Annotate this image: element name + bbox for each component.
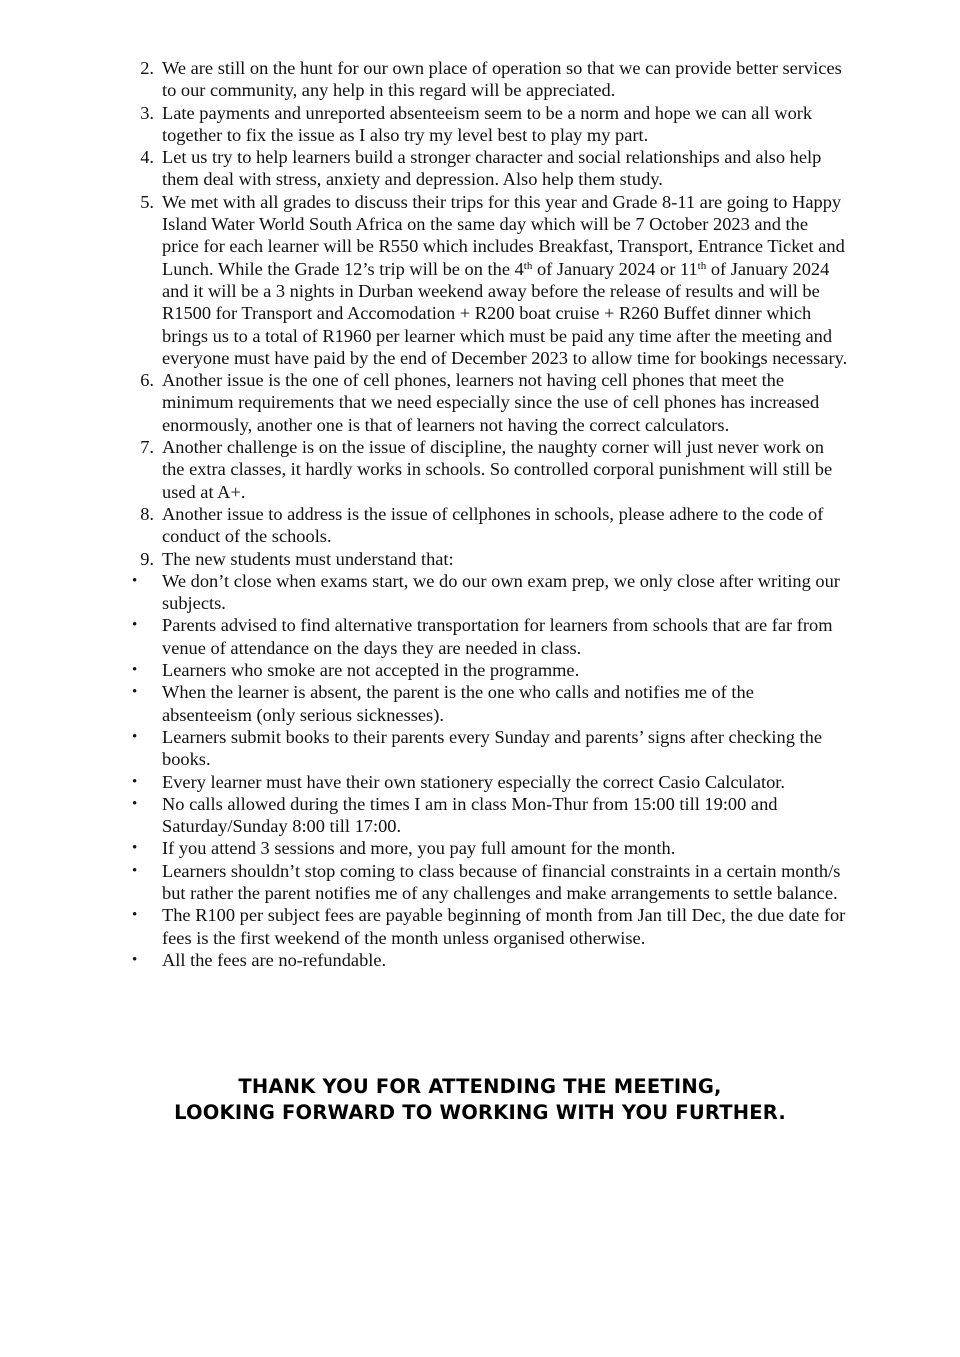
bullet-item — [128, 904, 848, 949]
item-text-part: We met with all grades to discuss their trips for this year and Grade 8-11 are going to Happy Island Water World South Africa on the same day which will be 7 October 2023 and the price for each learner will be R550 which includes Breakfast, Transport, Entrance Ticket and Lunch. While the Grade 12’s trip will be on the 4 — [162, 191, 845, 279]
bullet-item — [128, 570, 848, 615]
bullet-text: The R100 per subject fees are payable beginning of month from Jan till Dec, the due date for fees is the first weekend of the month unless organised otherwise. — [162, 905, 846, 948]
bullet-icon: • — [132, 862, 138, 879]
ordinal-suffix: th — [697, 259, 707, 272]
ordinal-suffix: th — [523, 259, 533, 272]
bullet-icon: • — [132, 572, 138, 589]
item-text: Another issue is the one of cell phones, learners not having cell phones that meet the minimum requirements that we need especially since the use of cell phones has increased enormously, another one is that of learners not having the correct calculators. — [162, 370, 820, 435]
item-text: Another issue to address is the issue of cellphones in schools, please adhere to the code of conduct of the schools. — [162, 503, 824, 547]
item-number: 2. — [140, 58, 154, 78]
bullet-text: Parents advised to find alternative transportation for learners from schools that are far from venue of attendance on the days they are needed in class. — [162, 615, 833, 658]
meeting-notes-list — [128, 57, 848, 971]
item-text: Late payments and unreported absenteeism seem to be a norm and hope we can all work together to fix the issue as I also try my level best to play my part. — [162, 102, 813, 145]
bullet-icon: • — [132, 684, 138, 701]
bullet-icon: • — [132, 907, 138, 924]
item-number: 8. — [140, 503, 154, 524]
bullet-item — [128, 837, 848, 859]
item-text: The new students must understand that: — [162, 548, 454, 569]
bullet-icon: • — [132, 840, 138, 857]
numbered-item-9 — [128, 548, 848, 570]
item-number: 3. — [140, 102, 154, 123]
closing-message — [0, 1074, 960, 1126]
item-text: Let us try to help learners build a stronger character and social relationships and also help them deal with stress, anxiety and depression. Also help them study. — [162, 147, 822, 190]
item-text — [162, 192, 847, 368]
item-text: Another challenge is on the issue of discipline, the naughty corner will just never work on the extra classes, it hardly works in schools. So controlled corporal punishment will still be used at A+. — [162, 437, 833, 502]
item-text-part: of January 2024 and it will be a 3 nights in Durban weekend away before the release of results and will be R1500 for Transport and Accomodation + R200 boat cruise + R260 Buffet dinner which brings us to a total of R1960 per learner which must be paid any time after the meeting and everyone must have paid by the end of December 2023 to allow time for bookings necessary. — [162, 258, 848, 368]
numbered-item-5 — [128, 191, 848, 369]
bullet-item — [128, 659, 848, 681]
bullet-text: Learners submit books to their parents every Sunday and parents’ signs after checking the books. — [162, 726, 822, 770]
item-number: 6. — [140, 370, 154, 391]
bullet-icon: • — [132, 951, 138, 968]
numbered-item-6 — [128, 369, 848, 436]
bullet-text: When the learner is absent, the parent is the one who calls and notifies me of the absenteeism (only serious sicknesses). — [162, 682, 754, 725]
bullet-icon: • — [132, 728, 138, 745]
bullet-text: No calls allowed during the times I am in class Mon-Thur from 15:00 till 19:00 and Saturday/Sunday 8:00 till 17:00. — [162, 793, 778, 837]
bullet-text: Learners shouldn’t stop coming to class because of financial constraints in a certain month/s but rather the parent notifies me of any challenges and make arrangements to settle balance. — [162, 860, 841, 903]
closing-line-2: LOOKING FORWARD TO WORKING WITH YOU FURTHER. — [174, 1101, 786, 1124]
bullet-text: Every learner must have their own stationery especially the correct Casio Calculator. — [162, 771, 786, 792]
numbered-item-7 — [128, 436, 848, 503]
bullet-item — [128, 793, 848, 838]
item-number: 4. — [140, 147, 154, 168]
bullet-item — [128, 771, 848, 793]
bullet-icon: • — [132, 617, 138, 634]
bullet-icon: • — [132, 795, 138, 812]
bullet-item — [128, 949, 848, 971]
bullet-item — [128, 681, 848, 726]
bullet-icon: • — [132, 662, 138, 679]
numbered-item-2 — [128, 57, 848, 102]
item-text-part: of January 2024 or 11 — [532, 258, 698, 279]
numbered-item-8 — [128, 503, 848, 548]
item-number: 7. — [140, 437, 154, 458]
bullet-text: We don’t close when exams start, we do our own exam prep, we only close after writing our subjects. — [162, 570, 840, 614]
bullet-item — [128, 614, 848, 659]
item-number: 9. — [140, 548, 154, 569]
item-number: 5. — [140, 191, 154, 212]
numbered-item-4 — [128, 146, 848, 191]
closing-line-1: THANK YOU FOR ATTENDING THE MEETING, — [238, 1075, 722, 1098]
item-text: We are still on the hunt for our own place of operation so that we can provide better services to our community, any help in this regard will be appreciated. — [162, 58, 842, 101]
bullet-item — [128, 726, 848, 771]
numbered-item-3 — [128, 102, 848, 147]
bullet-text: If you attend 3 sessions and more, you pay full amount for the month. — [162, 838, 676, 859]
bullet-icon: • — [132, 773, 138, 790]
bullet-text: All the fees are no-refundable. — [162, 949, 387, 970]
bullet-text: Learners who smoke are not accepted in the programme. — [162, 660, 580, 681]
bullet-item — [128, 860, 848, 905]
